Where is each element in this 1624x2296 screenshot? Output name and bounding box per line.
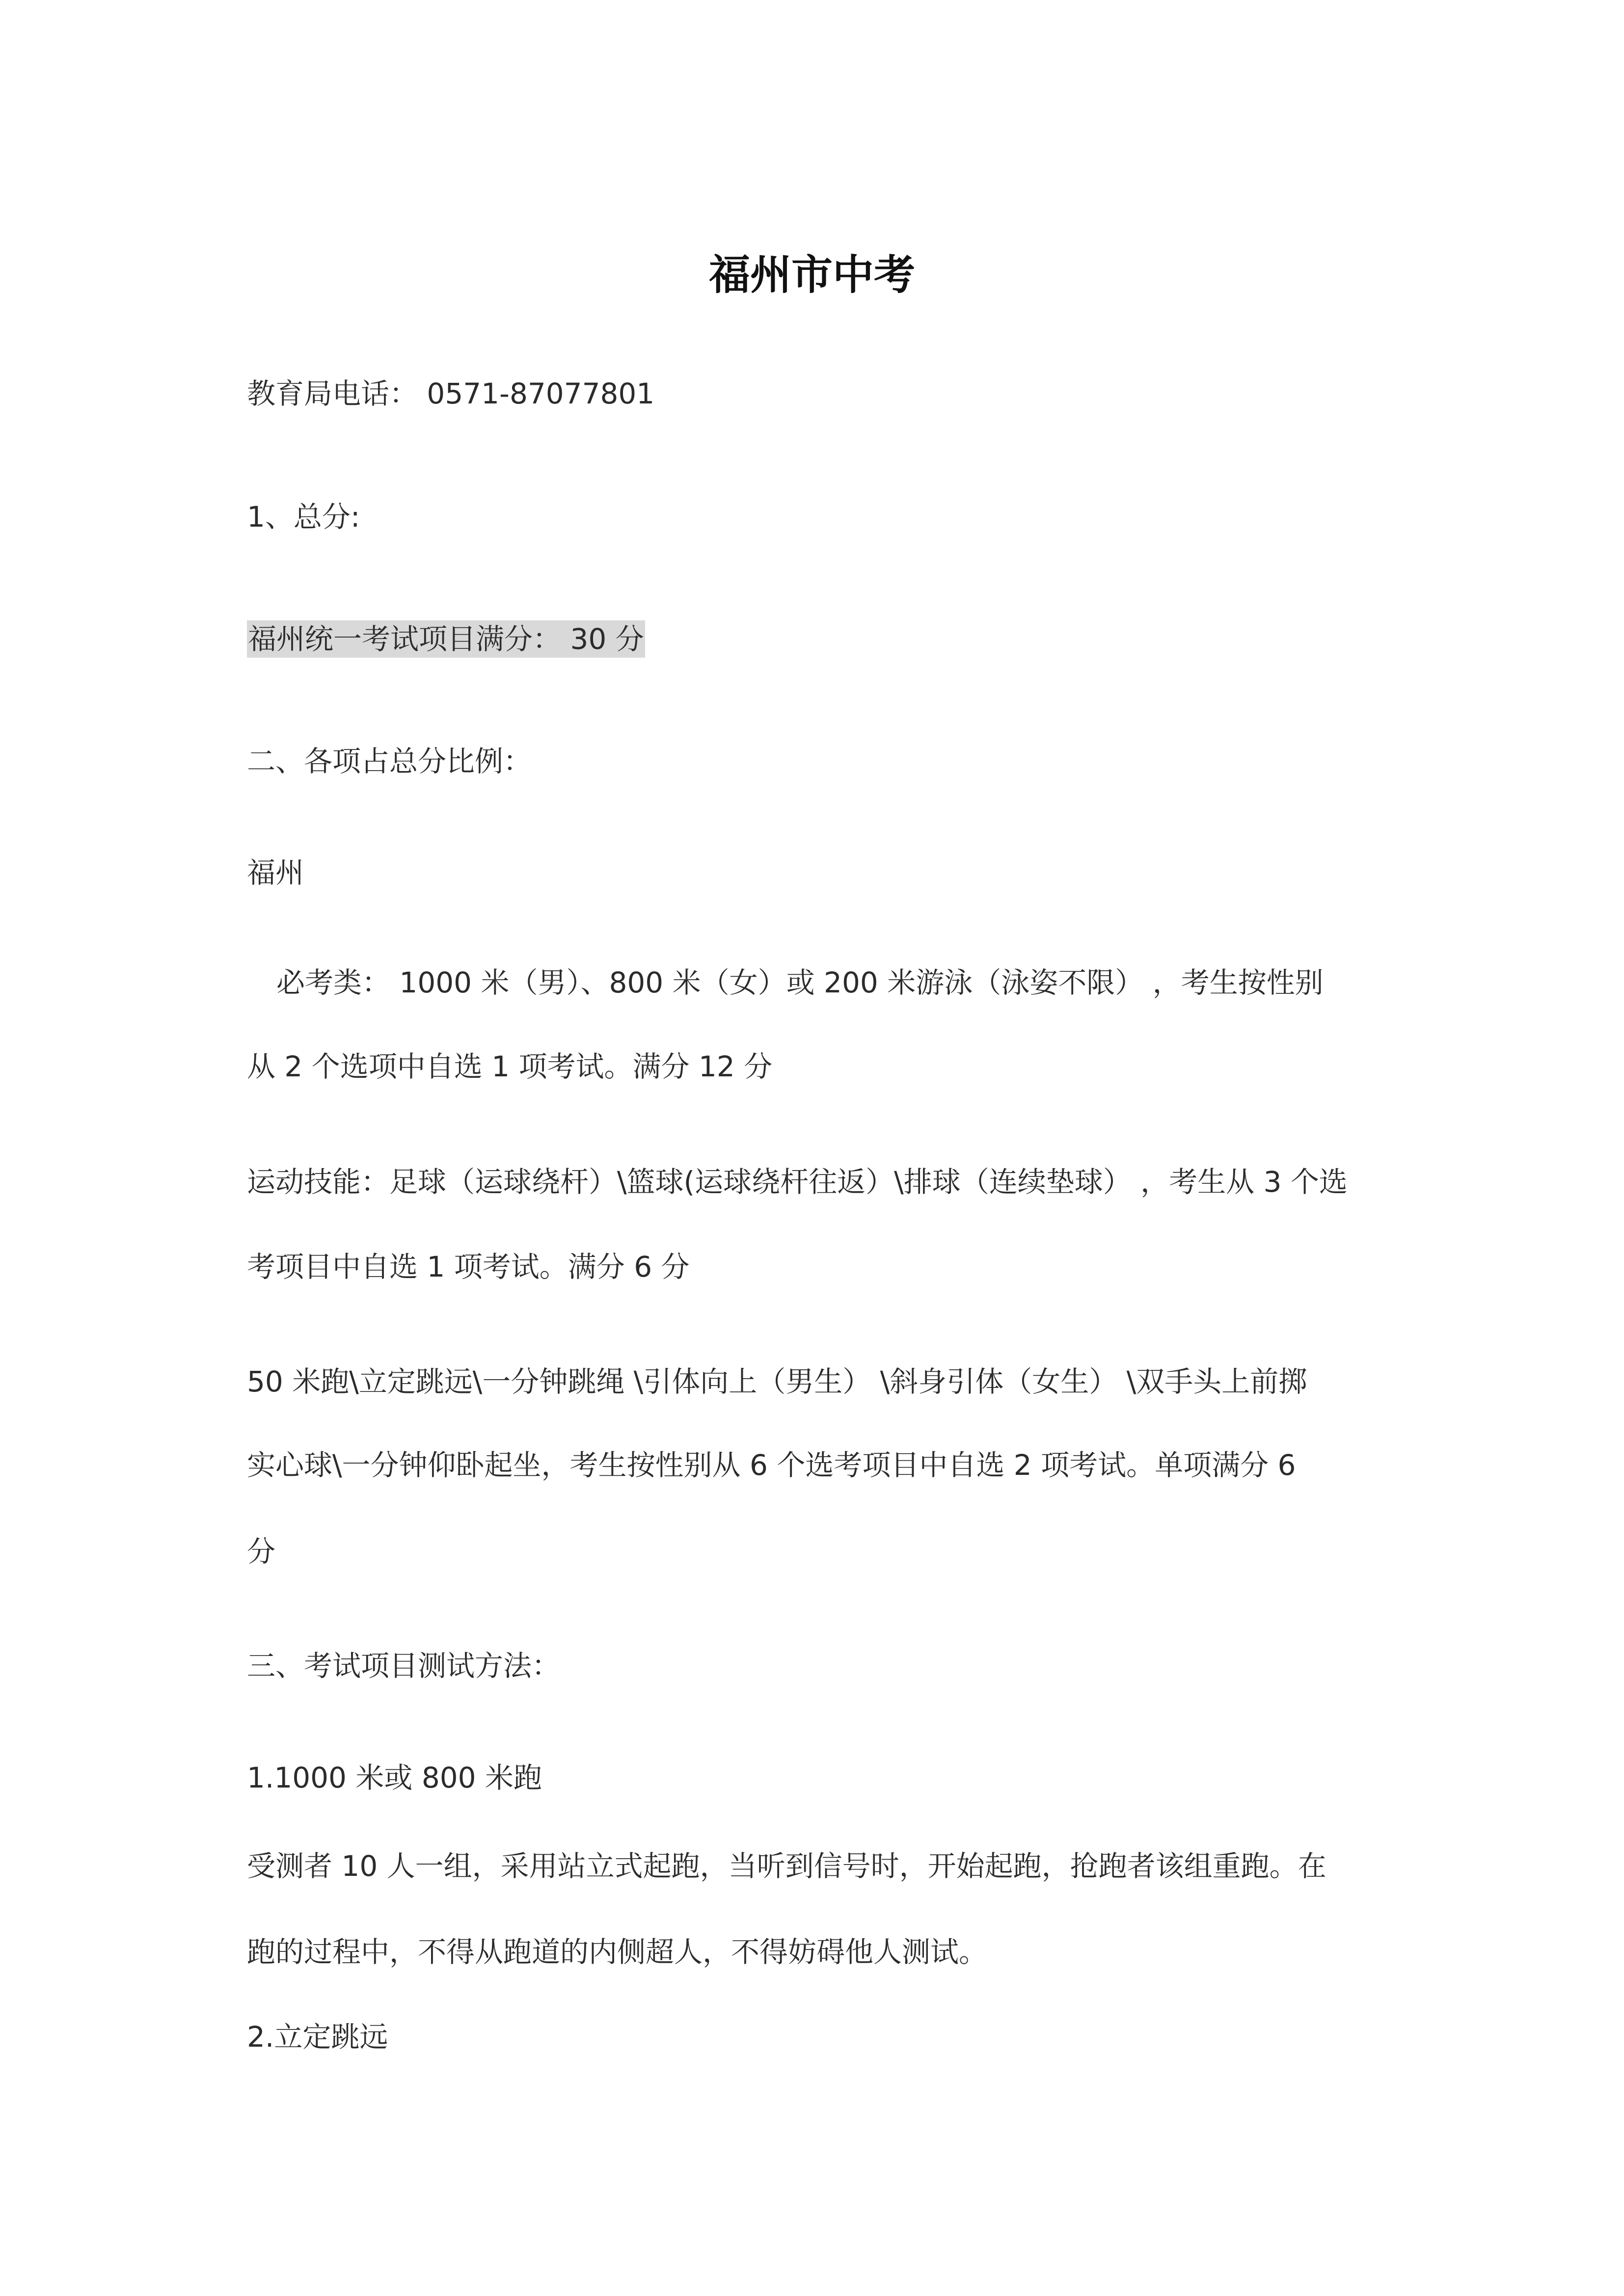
highlighted-total-text: 福州统一考试项目满分： 30 分 [247,620,645,658]
item2-heading: 2.立定跳远 [247,2020,388,2054]
item1-line-1: 受测者 10 人一组，采用站立式起跑，当听到信号时，开始起跑，抢跑者该组重跑。在 [247,1849,1326,1883]
document-title: 福州市中考 [708,250,915,299]
optional-line-2: 实心球\一分钟仰卧起坐，考生按性别从 6 个选考项目中自选 2 项考试。单项满分 6 [247,1448,1296,1482]
section3-heading: 三、考试项目测试方法： [247,1649,561,1682]
section2-city: 福州 [247,856,304,889]
optional-line-3: 分 [247,1535,276,1568]
required-line-2: 从 2 个选项中自选 1 项考试。满分 12 分 [247,1050,773,1083]
phone-line: 教育局电话： 0571-87077801 [247,377,655,410]
section1-total-line [247,619,645,659]
optional-line-1: 50 米跑\立定跳远\一分钟跳绳 \引体向上（男生） \斜身引体（女生） \双手头上前掷 [247,1365,1307,1398]
required-line-1: 必考类： 1000 米（男）、800 米（女）或 200 米游泳（泳姿不限） ，考生按性别 [276,966,1324,999]
item1-line-2: 跑的过程中，不得从跑道的内侧超人，不得妨碍他人测试。 [247,1935,988,1969]
item1-heading: 1.1000 米或 800 米跑 [247,1761,542,1794]
section2-heading: 二、各项占总分比例： [247,745,532,778]
section1-heading: 1、总分: [247,500,360,534]
skills-line-1: 运动技能：足球（运球绕杆）\篮球(运球绕杆往返）\排球（连续垫球） ，考生从 3 个选 [247,1165,1348,1199]
skills-line-2: 考项目中自选 1 项考试。满分 6 分 [247,1250,690,1283]
